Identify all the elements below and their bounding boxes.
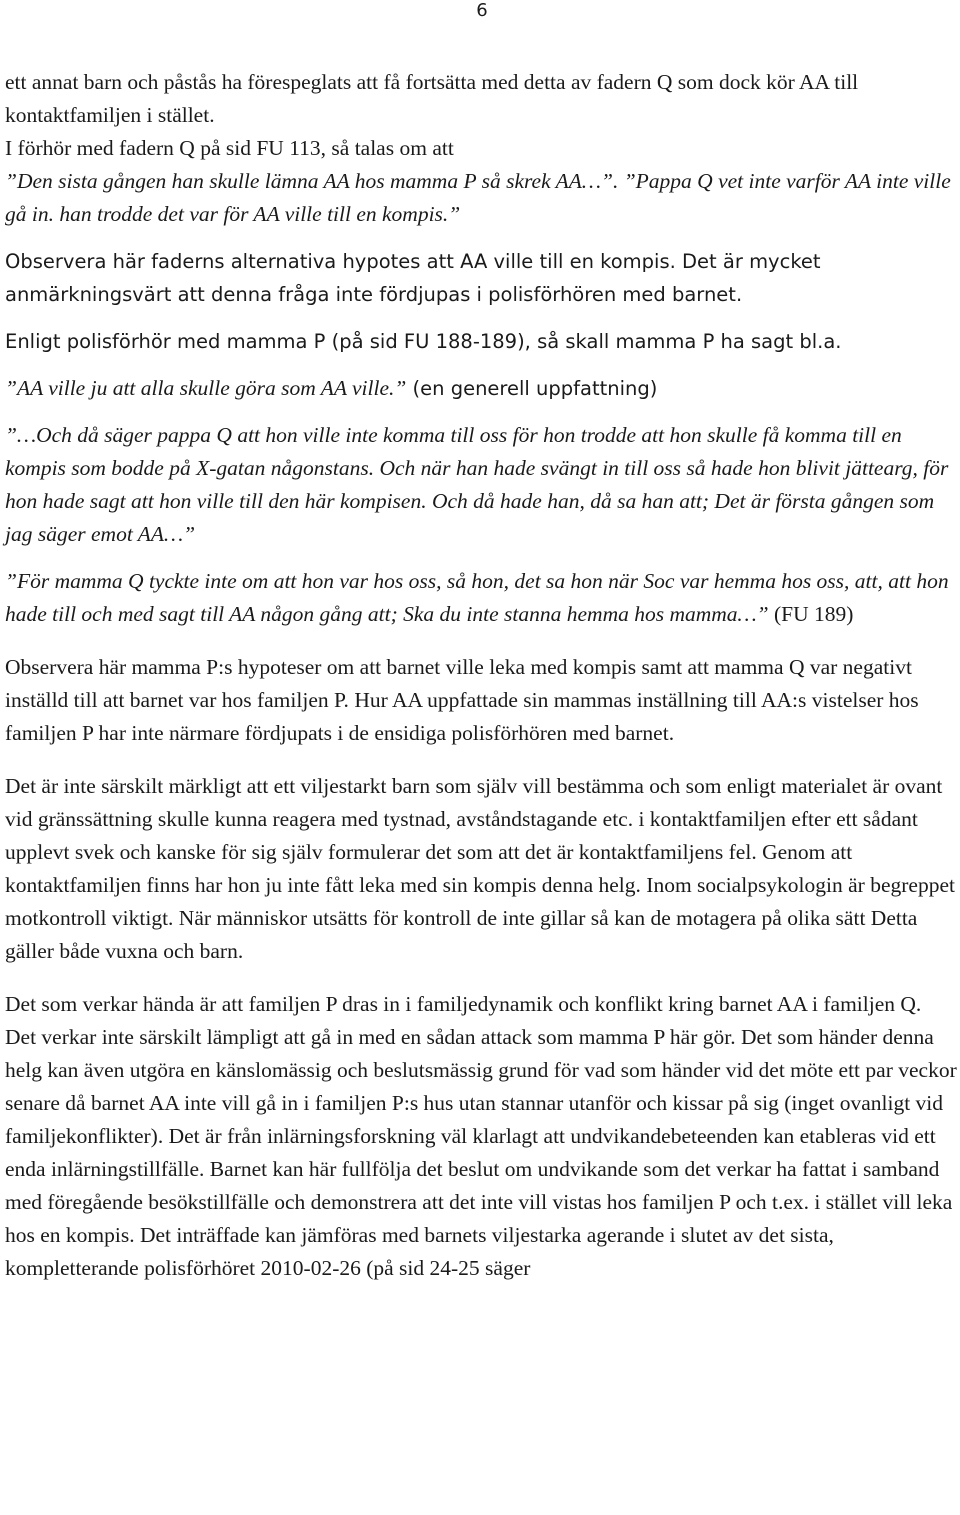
quote-paragraph: ”AA ville ju att alla skulle göra som AA ville.” (en generell uppfattning) [5, 376, 658, 400]
paragraph: I förhör med fadern Q på sid FU 113, så talas om att [5, 136, 454, 160]
paragraph: Enligt polisförhör med mamma P (på sid FU 188-189), så skall mamma P ha sagt bl.a. [5, 330, 842, 353]
page-number: 6 [476, 0, 488, 21]
document-body [5, 66, 957, 1285]
paragraph: Observera här faderns alternativa hypotes att AA ville till en kompis. Det är mycket anmärkningsvärt att denna fråga inte fördjupas i polisförhören med barnet. [5, 250, 821, 306]
paragraph: Det som verkar hända är att familjen P dras in i familjedynamik och konflikt kring barnet AA i familjen Q. Det verkar inte särskilt lämpligt att gå in med en sådan attack som mamma P här gör. Det som händer denna helg kan även utgöra en känslomässig och beslutsmässig grund för vad som händer vid det möte ett par veckor senare då barnet AA inte vill gå in i familjen P:s hus utan stannar utanför och kissar på sig (inget ovanligt vid familjekonflikter). Det är från inlärningsforskning väl klarlagt att undvikandebeteenden kan etableras vid ett enda inlärningstillfälle. Barnet kan här fullfölja det beslut om undvikande som det verkar ha fattat i samband med föregående besökstillfälle och demonstrera att det inte vill vistas hos familjen P och t.ex. i stället vill leka hos en kompis. Det inträffade kan jämföras med barnets viljestarka agerande i slutet av det sista, kompletterande polisförhöret 2010-02-26 (på sid 24-25 säger [5, 992, 957, 1280]
quote-paragraph: ”…Och då säger pappa Q att hon ville inte komma till oss för hon trodde att hon skulle få komma till en kompis som bodde på X-gatan någonstans. Och när han hade svängt in till oss så hade hon blivit jättearg, för hon hade sagt att hon ville till den här kompisen. Och då hade han, då sa han att; Det är första gången som jag säger emot AA…” [5, 423, 949, 546]
paragraph: Observera här mamma P:s hypoteser om att barnet ville leka med kompis samt att mamma Q var negativt inställd till att barnet var hos familjen P. Hur AA uppfattade sin mammas inställning till AA:s vistelser hos familjen P har inte närmare fördjupats i de ensidiga polisförhören med barnet. [5, 655, 919, 745]
quote-paragraph: ”Den sista gången han skulle lämna AA hos mamma P så skrek AA…”. ”Pappa Q vet inte varför AA inte ville gå in. han trodde det var för AA ville till en kompis.” [5, 169, 951, 226]
quote-paragraph: ”För mamma Q tyckte inte om att hon var hos oss, så hon, det sa hon när Soc var hemma hos oss, att, att hon hade till och med sagt till AA någon gång att; Ska du inte stanna hemma hos mamma…” (FU 189) [5, 569, 949, 626]
paragraph: Det är inte särskilt märkligt att ett viljestarkt barn som själv vill bestämma och som enligt materialet är ovant vid gränssättning skulle kunna reagera med tystnad, avståndstagande etc. i kontaktfamiljen efter ett sådant upplevt svek och kanske för sig själv formulerar det som att det är kontaktfamiljens fel. Genom att kontaktfamiljen finns har hon ju inte fått leka med sin kompis denna helg. Inom socialpsykologin är begreppet motkontroll viktigt. När människor utsätts för kontroll de inte gillar så kan de motagera på olika sätt Detta gäller både vuxna och barn. [5, 774, 955, 963]
paragraph: ett annat barn och påstås ha förespeglats att få fortsätta med detta av fadern Q som dock kör AA till kontaktfamiljen i stället. [5, 70, 859, 127]
